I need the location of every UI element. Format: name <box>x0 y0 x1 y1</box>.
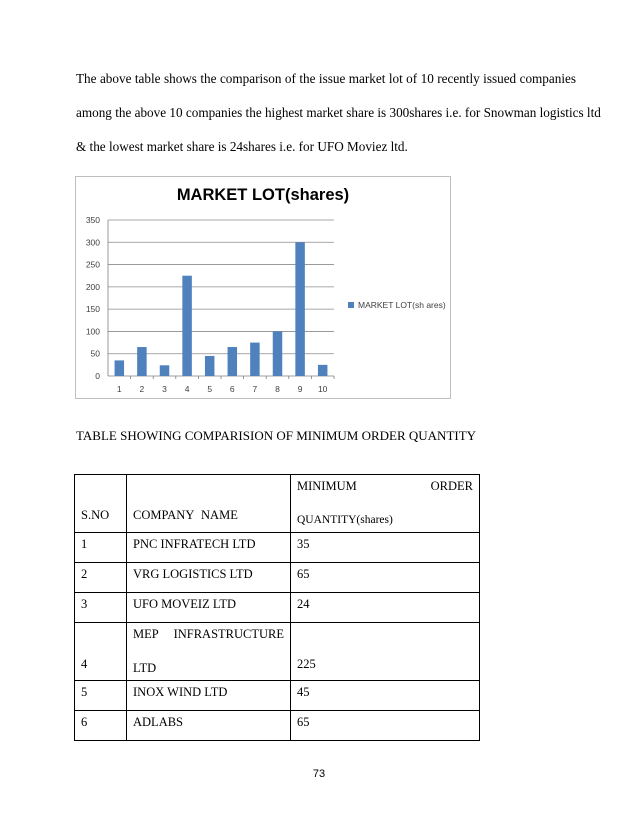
cell-qty: 24 <box>291 593 480 623</box>
chart-y-ticks <box>86 215 100 381</box>
header-qty-right: ORDER <box>430 479 473 493</box>
cell-sno: 6 <box>75 711 127 741</box>
cell-sno: 5 <box>75 681 127 711</box>
table-row <box>75 711 480 741</box>
x-tick-label: 6 <box>229 384 235 394</box>
x-tick-label: 3 <box>162 384 167 394</box>
bar-2 <box>137 347 146 376</box>
cell-company: UFO MOVEIZ LTD <box>127 593 291 623</box>
bar-1 <box>115 360 124 376</box>
cell-company: INOX WIND LTD <box>127 681 291 711</box>
y-tick-label: 150 <box>85 304 100 315</box>
legend-label: MARKET LOT(sh ares) <box>358 300 446 310</box>
cell-sno: 1 <box>75 533 127 563</box>
table-row <box>75 563 480 593</box>
minimum-order-table <box>74 474 480 741</box>
table-header-row <box>75 475 480 533</box>
bar-4 <box>182 276 191 376</box>
y-tick-label: 50 <box>90 348 100 359</box>
table-row <box>75 681 480 711</box>
bar-8 <box>273 331 282 376</box>
cell-company-part: INFRASTRUCTURE <box>173 627 284 641</box>
y-tick-label: 200 <box>85 281 100 292</box>
bar-9 <box>295 242 304 376</box>
paragraph-line: The above table shows the comparison of the issue market lot of 10 recently issued companies <box>76 71 576 86</box>
chart-x-ticks <box>117 384 328 394</box>
y-tick-label: 100 <box>85 326 100 337</box>
header-qty-unit: QUANTITY(shares) <box>297 514 393 526</box>
y-tick-label: 250 <box>85 259 100 270</box>
x-tick-label: 1 <box>116 384 122 394</box>
cell-qty: 45 <box>291 681 480 711</box>
cell-sno: 4 <box>75 623 127 681</box>
cell-company: PNC INFRATECH LTD <box>127 533 291 563</box>
table-row <box>75 623 480 681</box>
market-lot-chart <box>75 176 451 399</box>
bar-6 <box>228 347 237 376</box>
header-company: COMPANY NAME <box>127 475 291 533</box>
header-sno: S.NO <box>75 475 127 533</box>
x-tick-label: 5 <box>207 384 213 394</box>
x-tick-label: 10 <box>317 384 328 394</box>
paragraph-line: & the lowest market share is 24shares i.e. for UFO Moviez ltd. <box>76 139 408 154</box>
header-qty-left: MINIMUM <box>297 479 357 493</box>
x-tick-label: 7 <box>252 384 258 394</box>
cell-sno: 3 <box>75 593 127 623</box>
y-tick-label: 300 <box>85 237 100 248</box>
header-qty <box>291 475 480 533</box>
cell-company-part: LTD <box>133 661 157 675</box>
x-tick-label: 8 <box>275 384 280 394</box>
bar-7 <box>250 343 259 376</box>
paragraph-line: among the above 10 companies the highest market share is 300shares i.e. for Snowman logistics ltd <box>76 105 601 120</box>
cell-company <box>127 623 291 681</box>
page-number: 73 <box>312 768 326 780</box>
cell-sno: 2 <box>75 563 127 593</box>
bar-10 <box>318 365 327 376</box>
cell-qty: 225 <box>291 623 480 681</box>
x-tick-label: 4 <box>184 384 190 394</box>
legend-swatch <box>348 302 354 308</box>
table-row <box>75 593 480 623</box>
cell-qty: 35 <box>291 533 480 563</box>
table-row <box>75 533 480 563</box>
cell-company: ADLABS <box>127 711 291 741</box>
table-caption: TABLE SHOWING COMPARISION OF MINIMUM ORDER QUANTITY <box>76 428 477 443</box>
cell-company-part: MEP <box>133 627 159 641</box>
x-tick-label: 9 <box>297 384 303 394</box>
y-tick-label: 0 <box>95 371 100 381</box>
chart-legend <box>348 300 446 310</box>
bar-3 <box>160 365 169 376</box>
intro-paragraph <box>76 62 601 164</box>
cell-qty: 65 <box>291 563 480 593</box>
chart-title: MARKET LOT(shares) <box>176 186 350 204</box>
y-tick-label: 350 <box>85 215 100 225</box>
cell-company: VRG LOGISTICS LTD <box>127 563 291 593</box>
cell-qty: 65 <box>291 711 480 741</box>
bar-5 <box>205 356 214 376</box>
x-tick-label: 2 <box>139 384 145 394</box>
chart-plot <box>76 177 450 398</box>
